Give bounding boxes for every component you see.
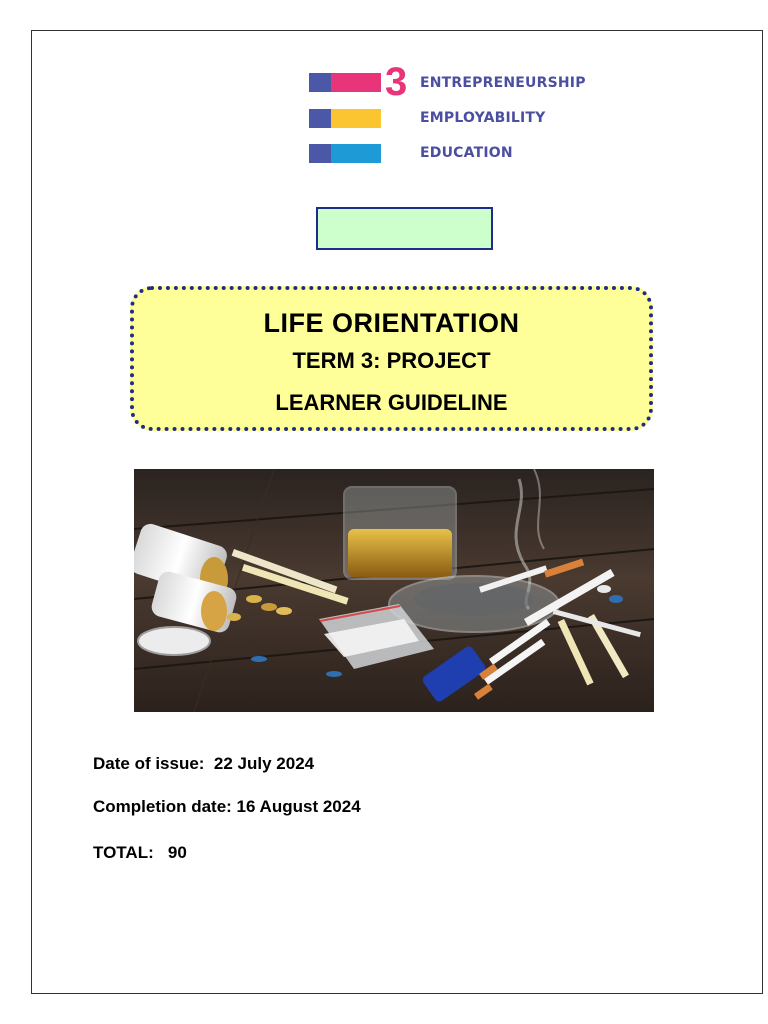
title-box [130, 286, 653, 431]
substances-photo [134, 469, 654, 712]
e3-logo [309, 60, 609, 168]
logo-bar-blue [309, 144, 381, 163]
logo-bar-yellow [309, 109, 381, 128]
completion-date: Completion date: 16 August 2024 [93, 797, 361, 816]
logo-bar-pink [309, 73, 381, 92]
logo-word-employability: EMPLOYABILITY [420, 110, 546, 126]
total-marks: TOTAL: 90 [93, 843, 187, 862]
term-title: TERM 3: PROJECT [292, 348, 491, 373]
guideline-title: LEARNER GUIDELINE [275, 390, 508, 415]
subject-title: LIFE ORIENTATION [263, 308, 520, 338]
date-of-issue: Date of issue: 22 July 2024 [93, 754, 315, 773]
logo-number: 3 [385, 60, 408, 104]
logo-word-education: EDUCATION [420, 145, 513, 161]
blank-label-box [316, 207, 493, 250]
logo-word-entrepreneurship: ENTREPRENEURSHIP [420, 75, 586, 91]
